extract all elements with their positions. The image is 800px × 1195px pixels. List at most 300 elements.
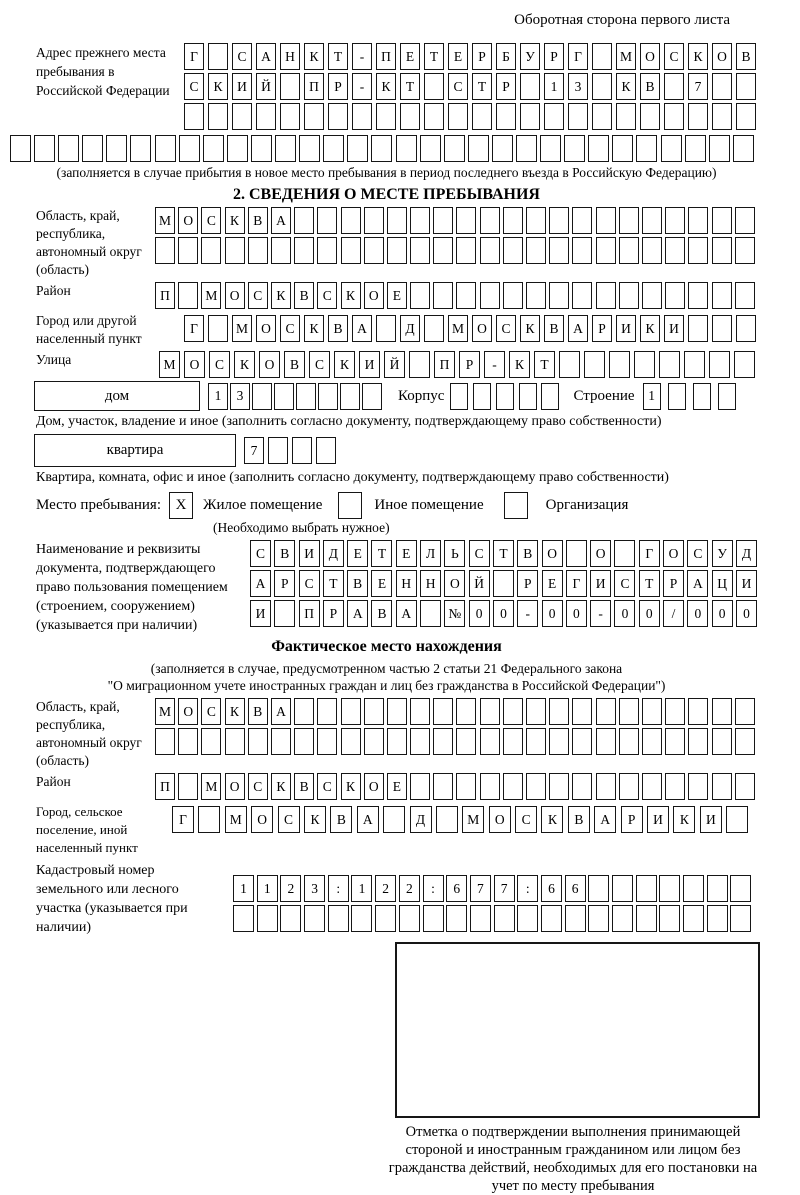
char-cell[interactable] bbox=[735, 207, 755, 234]
char-cell[interactable]: Й bbox=[469, 570, 490, 597]
char-cell[interactable] bbox=[665, 773, 685, 800]
char-cell[interactable] bbox=[480, 282, 500, 309]
char-cell[interactable] bbox=[665, 698, 685, 725]
char-cell[interactable] bbox=[323, 135, 344, 162]
char-cell[interactable] bbox=[328, 905, 349, 932]
char-cell[interactable]: Е bbox=[396, 540, 417, 567]
char-cell[interactable]: И bbox=[232, 73, 252, 100]
char-cell[interactable] bbox=[549, 773, 569, 800]
char-cell[interactable] bbox=[294, 237, 314, 264]
char-cell[interactable]: К bbox=[334, 351, 355, 378]
char-cell[interactable] bbox=[456, 773, 476, 800]
char-cell[interactable] bbox=[225, 237, 245, 264]
char-cell[interactable] bbox=[709, 351, 730, 378]
char-cell[interactable]: 0 bbox=[639, 600, 660, 627]
char-cell[interactable] bbox=[494, 905, 515, 932]
char-cell[interactable] bbox=[735, 282, 755, 309]
char-cell[interactable]: И bbox=[616, 315, 636, 342]
char-cell[interactable] bbox=[636, 135, 657, 162]
char-cell[interactable] bbox=[707, 875, 728, 902]
char-cell[interactable] bbox=[526, 207, 546, 234]
char-cell[interactable]: В bbox=[568, 806, 590, 833]
char-cell[interactable] bbox=[299, 135, 320, 162]
char-cell[interactable]: В bbox=[284, 351, 305, 378]
char-cell[interactable]: М bbox=[448, 315, 468, 342]
char-cell[interactable]: К bbox=[234, 351, 255, 378]
char-cell[interactable]: В bbox=[274, 540, 295, 567]
char-cell[interactable]: - bbox=[517, 600, 538, 627]
char-cell[interactable] bbox=[456, 282, 476, 309]
char-cell[interactable]: Р bbox=[323, 600, 344, 627]
char-cell[interactable] bbox=[296, 383, 316, 410]
char-cell[interactable]: 0 bbox=[736, 600, 757, 627]
char-cell[interactable] bbox=[609, 351, 630, 378]
char-cell[interactable]: П bbox=[304, 73, 324, 100]
char-cell[interactable] bbox=[642, 237, 662, 264]
char-cell[interactable] bbox=[208, 43, 228, 70]
char-cell[interactable]: 6 bbox=[446, 875, 467, 902]
char-cell[interactable] bbox=[665, 237, 685, 264]
char-cell[interactable]: О bbox=[663, 540, 684, 567]
char-cell[interactable] bbox=[519, 383, 537, 410]
char-cell[interactable]: 0 bbox=[542, 600, 563, 627]
char-cell[interactable]: В bbox=[328, 315, 348, 342]
char-cell[interactable]: 1 bbox=[351, 875, 372, 902]
char-cell[interactable]: П bbox=[434, 351, 455, 378]
char-cell[interactable] bbox=[520, 73, 540, 100]
char-cell[interactable] bbox=[480, 728, 500, 755]
char-cell[interactable]: С bbox=[317, 282, 337, 309]
char-cell[interactable] bbox=[712, 237, 732, 264]
char-cell[interactable]: О bbox=[542, 540, 563, 567]
char-cell[interactable]: Т bbox=[328, 43, 348, 70]
char-cell[interactable]: О bbox=[444, 570, 465, 597]
char-cell[interactable]: К bbox=[271, 282, 291, 309]
char-cell[interactable]: 2 bbox=[399, 875, 420, 902]
char-cell[interactable]: 0 bbox=[687, 600, 708, 627]
char-cell[interactable] bbox=[387, 728, 407, 755]
char-cell[interactable]: В bbox=[294, 773, 314, 800]
char-cell[interactable]: К bbox=[341, 282, 361, 309]
char-cell[interactable] bbox=[304, 103, 324, 130]
char-cell[interactable] bbox=[155, 237, 175, 264]
char-cell[interactable]: У bbox=[520, 43, 540, 70]
char-cell[interactable] bbox=[659, 351, 680, 378]
char-cell[interactable] bbox=[446, 905, 467, 932]
char-cell[interactable] bbox=[456, 728, 476, 755]
char-cell[interactable] bbox=[683, 875, 704, 902]
char-cell[interactable] bbox=[614, 540, 635, 567]
char-cell[interactable]: Т bbox=[472, 73, 492, 100]
char-cell[interactable] bbox=[664, 73, 684, 100]
char-cell[interactable] bbox=[661, 135, 682, 162]
char-cell[interactable]: Ц bbox=[712, 570, 733, 597]
char-cell[interactable] bbox=[424, 103, 444, 130]
char-cell[interactable] bbox=[712, 103, 732, 130]
char-cell[interactable]: В bbox=[330, 806, 352, 833]
char-cell[interactable]: Г bbox=[566, 570, 587, 597]
char-cell[interactable] bbox=[208, 103, 228, 130]
char-cell[interactable] bbox=[328, 103, 348, 130]
char-cell[interactable] bbox=[433, 237, 453, 264]
char-cell[interactable] bbox=[735, 728, 755, 755]
char-cell[interactable]: С bbox=[614, 570, 635, 597]
char-cell[interactable] bbox=[688, 207, 708, 234]
char-cell[interactable]: Н bbox=[420, 570, 441, 597]
char-cell[interactable] bbox=[318, 383, 338, 410]
char-cell[interactable] bbox=[341, 698, 361, 725]
char-cell[interactable]: 7 bbox=[494, 875, 515, 902]
char-cell[interactable] bbox=[433, 728, 453, 755]
char-cell[interactable] bbox=[619, 237, 639, 264]
char-cell[interactable] bbox=[688, 103, 708, 130]
char-cell[interactable]: 1 bbox=[208, 383, 228, 410]
char-cell[interactable]: И bbox=[299, 540, 320, 567]
char-cell[interactable]: С bbox=[299, 570, 320, 597]
char-cell[interactable] bbox=[371, 135, 392, 162]
char-cell[interactable] bbox=[636, 875, 657, 902]
char-cell[interactable] bbox=[10, 135, 31, 162]
char-cell[interactable] bbox=[468, 135, 489, 162]
char-cell[interactable] bbox=[58, 135, 79, 162]
char-cell[interactable] bbox=[659, 905, 680, 932]
char-cell[interactable]: Т bbox=[400, 73, 420, 100]
char-cell[interactable]: К bbox=[225, 698, 245, 725]
char-cell[interactable] bbox=[352, 103, 372, 130]
char-cell[interactable] bbox=[444, 135, 465, 162]
char-cell[interactable]: М bbox=[201, 773, 221, 800]
char-cell[interactable]: Т bbox=[424, 43, 444, 70]
char-cell[interactable]: В bbox=[544, 315, 564, 342]
char-cell[interactable]: О bbox=[256, 315, 276, 342]
char-cell[interactable] bbox=[280, 103, 300, 130]
char-cell[interactable]: О bbox=[225, 773, 245, 800]
char-cell[interactable]: О bbox=[184, 351, 205, 378]
char-cell[interactable]: Г bbox=[184, 315, 204, 342]
char-cell[interactable]: 6 bbox=[565, 875, 586, 902]
char-cell[interactable] bbox=[257, 905, 278, 932]
char-cell[interactable] bbox=[596, 207, 616, 234]
char-cell[interactable] bbox=[712, 207, 732, 234]
checkbox-residential[interactable]: X bbox=[169, 492, 193, 519]
char-cell[interactable] bbox=[541, 383, 559, 410]
char-cell[interactable] bbox=[480, 698, 500, 725]
char-cell[interactable]: И bbox=[359, 351, 380, 378]
char-cell[interactable]: С bbox=[250, 540, 271, 567]
char-cell[interactable]: 7 bbox=[244, 437, 264, 464]
char-cell[interactable] bbox=[735, 698, 755, 725]
char-cell[interactable]: С bbox=[201, 698, 221, 725]
char-cell[interactable] bbox=[433, 207, 453, 234]
char-cell[interactable] bbox=[619, 282, 639, 309]
char-cell[interactable] bbox=[592, 73, 612, 100]
char-cell[interactable] bbox=[596, 698, 616, 725]
char-cell[interactable]: Е bbox=[542, 570, 563, 597]
char-cell[interactable] bbox=[619, 698, 639, 725]
char-cell[interactable]: Д bbox=[410, 806, 432, 833]
char-cell[interactable]: О bbox=[364, 773, 384, 800]
char-cell[interactable] bbox=[420, 135, 441, 162]
char-cell[interactable]: Р bbox=[459, 351, 480, 378]
char-cell[interactable]: Т bbox=[493, 540, 514, 567]
char-cell[interactable]: 0 bbox=[614, 600, 635, 627]
char-cell[interactable]: О bbox=[251, 806, 273, 833]
char-cell[interactable] bbox=[400, 103, 420, 130]
char-cell[interactable]: С bbox=[664, 43, 684, 70]
char-cell[interactable] bbox=[541, 905, 562, 932]
char-cell[interactable] bbox=[526, 698, 546, 725]
char-cell[interactable]: С bbox=[496, 315, 516, 342]
char-cell[interactable]: К bbox=[541, 806, 563, 833]
char-cell[interactable] bbox=[665, 207, 685, 234]
char-cell[interactable]: О bbox=[178, 698, 198, 725]
char-cell[interactable] bbox=[179, 135, 200, 162]
char-cell[interactable] bbox=[619, 207, 639, 234]
char-cell[interactable] bbox=[596, 237, 616, 264]
char-cell[interactable] bbox=[736, 73, 756, 100]
char-cell[interactable]: Р bbox=[592, 315, 612, 342]
char-cell[interactable]: 3 bbox=[230, 383, 250, 410]
char-cell[interactable] bbox=[616, 103, 636, 130]
char-cell[interactable] bbox=[448, 103, 468, 130]
char-cell[interactable] bbox=[178, 282, 198, 309]
char-cell[interactable] bbox=[736, 315, 756, 342]
char-cell[interactable]: Т bbox=[371, 540, 392, 567]
char-cell[interactable] bbox=[735, 773, 755, 800]
char-cell[interactable] bbox=[274, 383, 294, 410]
char-cell[interactable]: 0 bbox=[712, 600, 733, 627]
char-cell[interactable]: С bbox=[209, 351, 230, 378]
char-cell[interactable]: 6 bbox=[541, 875, 562, 902]
char-cell[interactable] bbox=[424, 73, 444, 100]
char-cell[interactable] bbox=[376, 103, 396, 130]
char-cell[interactable]: М bbox=[225, 806, 247, 833]
char-cell[interactable] bbox=[572, 282, 592, 309]
char-cell[interactable]: - bbox=[484, 351, 505, 378]
char-cell[interactable] bbox=[472, 103, 492, 130]
char-cell[interactable] bbox=[642, 728, 662, 755]
char-cell[interactable]: Л bbox=[420, 540, 441, 567]
char-cell[interactable] bbox=[410, 207, 430, 234]
char-cell[interactable]: 0 bbox=[493, 600, 514, 627]
char-cell[interactable] bbox=[659, 875, 680, 902]
char-cell[interactable] bbox=[396, 135, 417, 162]
char-cell[interactable]: И bbox=[736, 570, 757, 597]
char-cell[interactable]: О bbox=[712, 43, 732, 70]
char-cell[interactable]: К bbox=[271, 773, 291, 800]
char-cell[interactable] bbox=[201, 237, 221, 264]
char-cell[interactable] bbox=[375, 905, 396, 932]
char-cell[interactable]: Е bbox=[448, 43, 468, 70]
char-cell[interactable] bbox=[730, 875, 751, 902]
char-cell[interactable] bbox=[351, 905, 372, 932]
char-cell[interactable]: Й bbox=[256, 73, 276, 100]
char-cell[interactable] bbox=[688, 773, 708, 800]
char-cell[interactable] bbox=[340, 383, 360, 410]
char-cell[interactable] bbox=[688, 698, 708, 725]
char-cell[interactable] bbox=[341, 237, 361, 264]
char-cell[interactable] bbox=[201, 728, 221, 755]
char-cell[interactable]: И bbox=[664, 315, 684, 342]
char-cell[interactable]: С bbox=[248, 773, 268, 800]
char-cell[interactable]: Г bbox=[639, 540, 660, 567]
char-cell[interactable] bbox=[520, 103, 540, 130]
char-cell[interactable] bbox=[364, 728, 384, 755]
char-cell[interactable]: 2 bbox=[375, 875, 396, 902]
char-cell[interactable]: : bbox=[517, 875, 538, 902]
char-cell[interactable] bbox=[433, 282, 453, 309]
char-cell[interactable]: Г bbox=[172, 806, 194, 833]
char-cell[interactable]: О bbox=[178, 207, 198, 234]
char-cell[interactable] bbox=[294, 698, 314, 725]
char-cell[interactable]: Б bbox=[496, 43, 516, 70]
char-cell[interactable] bbox=[155, 728, 175, 755]
char-cell[interactable] bbox=[470, 905, 491, 932]
char-cell[interactable]: А bbox=[357, 806, 379, 833]
char-cell[interactable] bbox=[341, 728, 361, 755]
char-cell[interactable]: Т bbox=[323, 570, 344, 597]
char-cell[interactable]: 1 bbox=[544, 73, 564, 100]
char-cell[interactable]: О bbox=[489, 806, 511, 833]
char-cell[interactable] bbox=[572, 207, 592, 234]
char-cell[interactable]: П bbox=[155, 282, 175, 309]
char-cell[interactable] bbox=[410, 237, 430, 264]
char-cell[interactable] bbox=[683, 905, 704, 932]
char-cell[interactable] bbox=[588, 905, 609, 932]
char-cell[interactable]: Г bbox=[568, 43, 588, 70]
char-cell[interactable]: Е bbox=[387, 773, 407, 800]
char-cell[interactable] bbox=[734, 351, 755, 378]
char-cell[interactable] bbox=[642, 698, 662, 725]
char-cell[interactable] bbox=[592, 43, 612, 70]
char-cell[interactable] bbox=[733, 135, 754, 162]
char-cell[interactable] bbox=[280, 905, 301, 932]
char-cell[interactable] bbox=[517, 905, 538, 932]
char-cell[interactable] bbox=[317, 237, 337, 264]
char-cell[interactable] bbox=[410, 773, 430, 800]
char-cell[interactable] bbox=[544, 103, 564, 130]
char-cell[interactable] bbox=[526, 282, 546, 309]
char-cell[interactable] bbox=[410, 728, 430, 755]
char-cell[interactable] bbox=[503, 282, 523, 309]
char-cell[interactable] bbox=[736, 103, 756, 130]
char-cell[interactable]: Д bbox=[400, 315, 420, 342]
char-cell[interactable]: С bbox=[278, 806, 300, 833]
char-cell[interactable] bbox=[178, 728, 198, 755]
char-cell[interactable] bbox=[294, 207, 314, 234]
char-cell[interactable] bbox=[252, 383, 272, 410]
char-cell[interactable]: : bbox=[423, 875, 444, 902]
char-cell[interactable] bbox=[82, 135, 103, 162]
char-cell[interactable] bbox=[347, 135, 368, 162]
char-cell[interactable] bbox=[549, 237, 569, 264]
char-cell[interactable] bbox=[456, 698, 476, 725]
char-cell[interactable] bbox=[688, 282, 708, 309]
char-cell[interactable]: 2 bbox=[280, 875, 301, 902]
char-cell[interactable] bbox=[208, 315, 228, 342]
char-cell[interactable] bbox=[612, 135, 633, 162]
char-cell[interactable]: А bbox=[396, 600, 417, 627]
char-cell[interactable] bbox=[688, 237, 708, 264]
char-cell[interactable]: - bbox=[352, 43, 372, 70]
char-cell[interactable]: В bbox=[736, 43, 756, 70]
char-cell[interactable] bbox=[572, 698, 592, 725]
char-cell[interactable]: А bbox=[687, 570, 708, 597]
char-cell[interactable]: К bbox=[509, 351, 530, 378]
char-cell[interactable] bbox=[588, 135, 609, 162]
char-cell[interactable]: С bbox=[687, 540, 708, 567]
char-cell[interactable] bbox=[619, 773, 639, 800]
char-cell[interactable]: Й bbox=[384, 351, 405, 378]
char-cell[interactable] bbox=[712, 698, 732, 725]
char-cell[interactable]: С bbox=[201, 207, 221, 234]
char-cell[interactable] bbox=[130, 135, 151, 162]
checkbox-other-premises[interactable] bbox=[338, 492, 362, 519]
char-cell[interactable]: С bbox=[317, 773, 337, 800]
char-cell[interactable]: О bbox=[640, 43, 660, 70]
char-cell[interactable]: Е bbox=[387, 282, 407, 309]
char-cell[interactable] bbox=[387, 698, 407, 725]
char-cell[interactable] bbox=[362, 383, 382, 410]
char-cell[interactable] bbox=[376, 315, 396, 342]
char-cell[interactable] bbox=[584, 351, 605, 378]
char-cell[interactable] bbox=[712, 315, 732, 342]
char-cell[interactable] bbox=[503, 237, 523, 264]
char-cell[interactable] bbox=[596, 773, 616, 800]
char-cell[interactable] bbox=[436, 806, 458, 833]
char-cell[interactable] bbox=[503, 207, 523, 234]
char-cell[interactable] bbox=[693, 383, 711, 410]
char-cell[interactable]: О bbox=[472, 315, 492, 342]
char-cell[interactable]: - bbox=[590, 600, 611, 627]
char-cell[interactable] bbox=[568, 103, 588, 130]
char-cell[interactable] bbox=[526, 773, 546, 800]
char-cell[interactable] bbox=[726, 806, 748, 833]
char-cell[interactable] bbox=[232, 103, 252, 130]
char-cell[interactable] bbox=[572, 728, 592, 755]
char-cell[interactable] bbox=[317, 698, 337, 725]
char-cell[interactable] bbox=[178, 237, 198, 264]
char-cell[interactable] bbox=[106, 135, 127, 162]
char-cell[interactable] bbox=[304, 905, 325, 932]
char-cell[interactable] bbox=[718, 383, 736, 410]
char-cell[interactable] bbox=[709, 135, 730, 162]
char-cell[interactable] bbox=[549, 728, 569, 755]
char-cell[interactable] bbox=[559, 351, 580, 378]
char-cell[interactable]: К bbox=[616, 73, 636, 100]
char-cell[interactable] bbox=[399, 905, 420, 932]
char-cell[interactable]: Р bbox=[274, 570, 295, 597]
char-cell[interactable] bbox=[735, 237, 755, 264]
char-cell[interactable] bbox=[664, 103, 684, 130]
char-cell[interactable]: Е bbox=[347, 540, 368, 567]
char-cell[interactable]: Р bbox=[472, 43, 492, 70]
char-cell[interactable] bbox=[712, 73, 732, 100]
char-cell[interactable]: У bbox=[712, 540, 733, 567]
char-cell[interactable]: К bbox=[304, 806, 326, 833]
char-cell[interactable] bbox=[410, 698, 430, 725]
char-cell[interactable] bbox=[233, 905, 254, 932]
char-cell[interactable]: В bbox=[294, 282, 314, 309]
char-cell[interactable]: С bbox=[515, 806, 537, 833]
char-cell[interactable]: П bbox=[376, 43, 396, 70]
char-cell[interactable]: Ь bbox=[444, 540, 465, 567]
char-cell[interactable] bbox=[572, 237, 592, 264]
char-cell[interactable]: А bbox=[594, 806, 616, 833]
char-cell[interactable]: П bbox=[155, 773, 175, 800]
char-cell[interactable] bbox=[268, 437, 288, 464]
char-cell[interactable] bbox=[688, 728, 708, 755]
